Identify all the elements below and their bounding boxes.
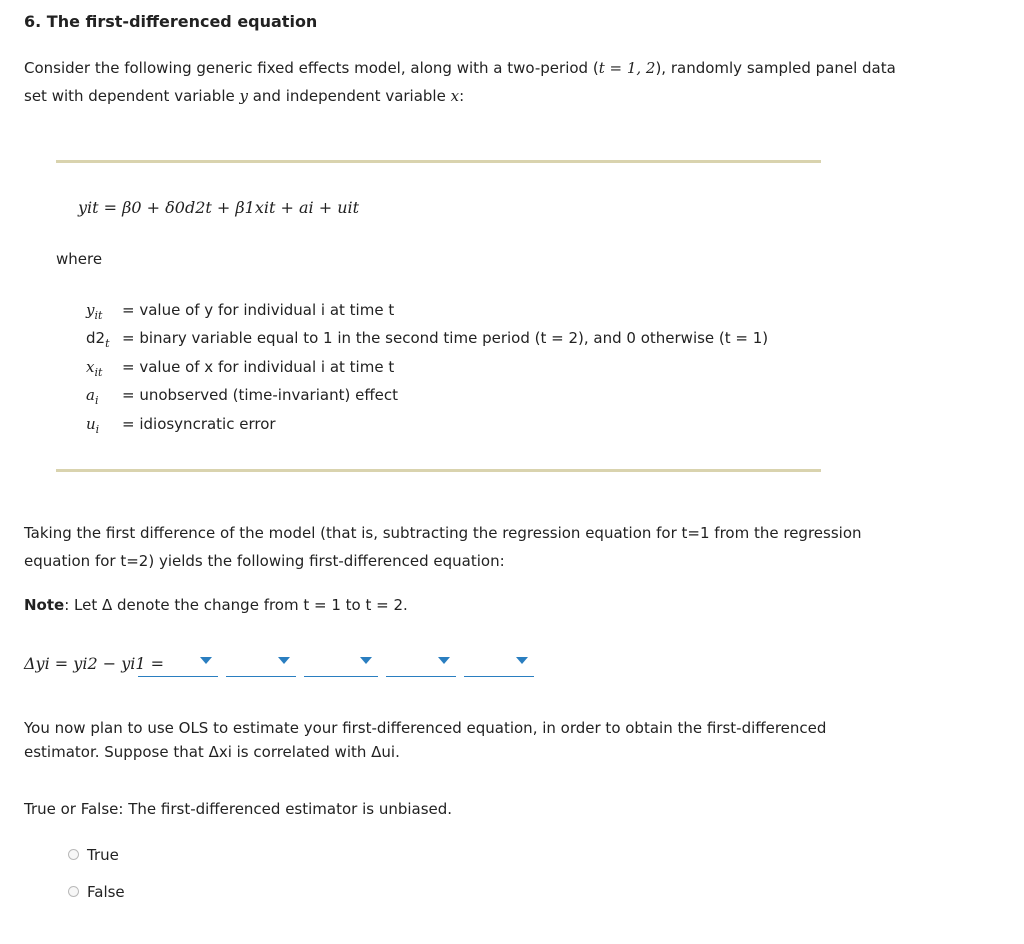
intro-line-2: set with dependent variable y and independent variable x: <box>24 87 465 105</box>
chevron-down-icon <box>200 657 212 664</box>
differencing-paragraph: Taking the first difference of the model (that is, subtracting the regression equation for t=1 from the regression equation for t=2) yields the following first-differenced equation: <box>24 524 862 570</box>
definition-row: $y_{it}$ = value of y for individual i at time t <box>86 301 395 322</box>
definitions-list <box>86 296 768 438</box>
option-true[interactable]: True <box>68 846 119 864</box>
radio-button[interactable] <box>68 849 79 860</box>
true-false-prompt: True or False: The first-differenced estimator is unbiased. <box>24 800 453 818</box>
chevron-down-icon <box>516 657 528 664</box>
question-title: 6. The first-differenced equation <box>24 12 318 31</box>
definition-row: $x_{it}$ = value of x for individual i at time t <box>86 357 395 379</box>
chevron-down-icon <box>278 657 290 664</box>
where-label: where <box>56 250 103 268</box>
bottom-divider <box>56 469 821 472</box>
term-3-dropdown[interactable] <box>304 654 378 677</box>
estimation-paragraph: You now plan to use OLS to estimate your first-differenced equation, in order to obtain the first-differenced estimator. Suppose that Δxi is correlated with Δui. <box>24 719 827 761</box>
chevron-down-icon <box>360 657 372 664</box>
term-4-dropdown[interactable] <box>386 654 456 677</box>
intro-line-1: Consider the following generic fixed effects model, along with a two-period (t = 1, 2), randomly sampled panel data <box>24 59 896 77</box>
definition-row: $u_i$ = idiosyncratic error <box>86 414 276 436</box>
definition-row: $a_i$ = unobserved (time-invariant) effect <box>86 386 399 408</box>
option-false[interactable]: False <box>68 883 125 901</box>
radio-button[interactable] <box>68 886 79 897</box>
note: Note: Let Δ denote the change from t = 1 to t = 2. <box>24 596 408 614</box>
top-divider <box>56 160 821 163</box>
definition-row: $d2_t$ = binary variable equal to 1 in the second time period (t = 2), and 0 otherwise (t = 1) <box>86 329 769 351</box>
differenced-equation-lhs: Δyi = yi2 − yi1 = <box>24 654 165 673</box>
term-1-dropdown[interactable] <box>138 654 218 677</box>
term-2-dropdown[interactable] <box>226 654 296 677</box>
chevron-down-icon <box>438 657 450 664</box>
intro-paragraph <box>24 54 896 110</box>
model-equation: yit = β0 + δ0d2t + β1xit + ai + uit <box>78 198 360 217</box>
term-5-dropdown[interactable] <box>464 654 534 677</box>
